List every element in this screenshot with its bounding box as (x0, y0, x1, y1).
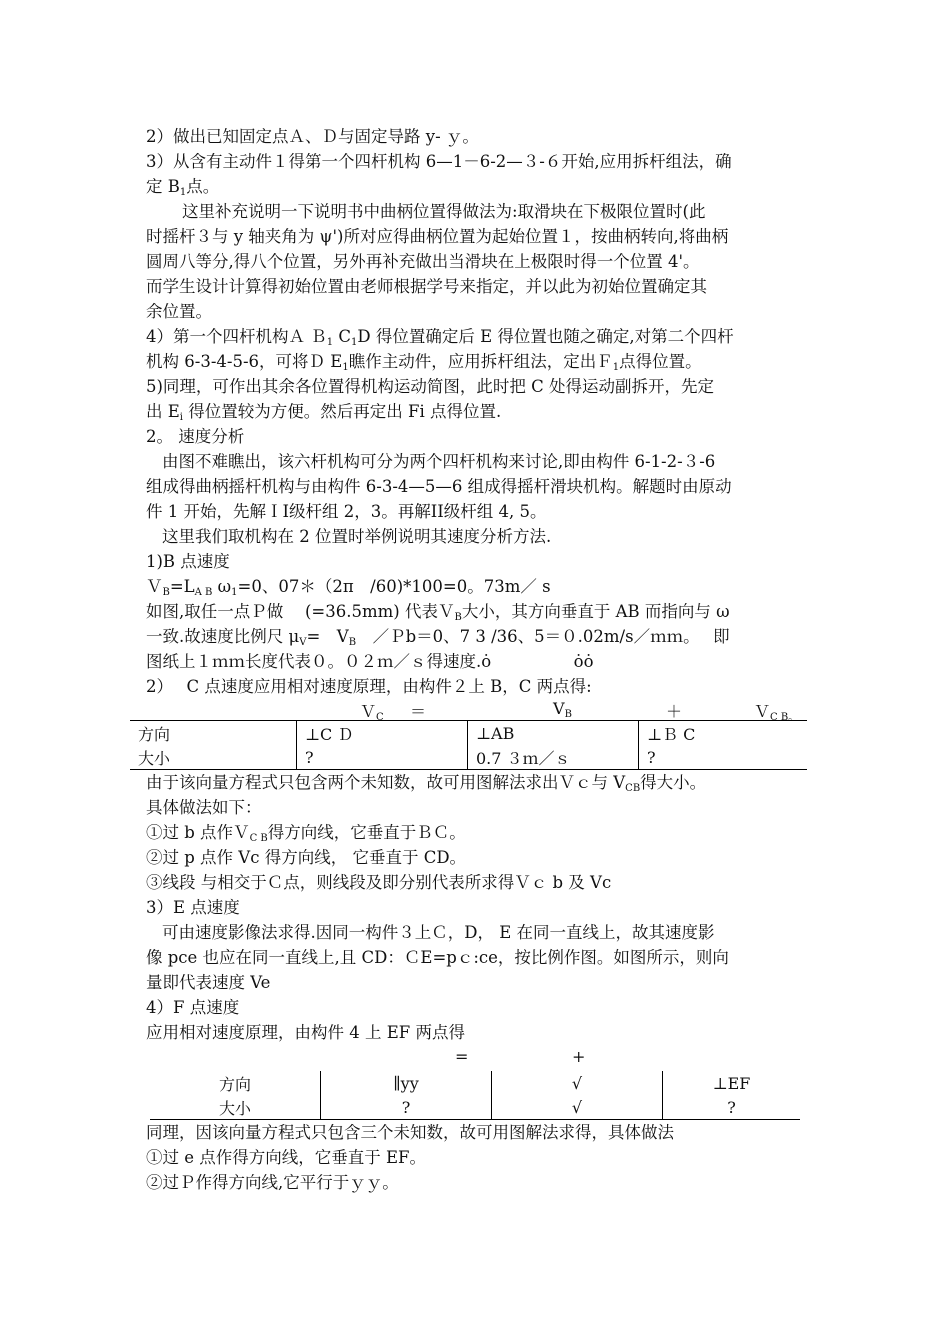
table-row (130, 721, 807, 746)
text-line: ①过 e 点作得方向线，它垂直于 EF。 (146, 1148, 426, 1167)
table-cell: ⊥EF (663, 1071, 801, 1095)
text-line: ②过 p 点作 Vc 得方向线， 它垂直于 CD。 (146, 848, 467, 867)
text-line: 5)同理，可作出其余各位置得机构运动简图，此时把 C 处得运动副拆开，先定 (146, 377, 715, 396)
text-line: 可由速度影像法求得.因同一构件３上Ｃ，D， E 在同一直线上，故其速度影 (162, 923, 715, 942)
text-line: 应用相对速度原理，由构件 4 上 EF 两点得 (146, 1023, 465, 1042)
text-line: 4）F 点速度 (146, 998, 240, 1017)
text-line: 圆周八等分,得八个位置，另外再补充做出当滑块在上极限时得一个位置 4'。 (146, 252, 700, 271)
table-row (150, 1071, 800, 1095)
text-line: 3）E 点速度 (146, 898, 240, 917)
equation-equals: ＝ (410, 702, 427, 721)
text-line: 件 1 开始，先解ＩⅠ级杆组 2，3。再解II级杆组 4, 5。 (146, 502, 547, 521)
table-cell: ⊥AB (468, 721, 639, 746)
equation-equals: = (455, 1047, 469, 1066)
table-row (150, 1095, 800, 1120)
text-line: ③线段 与相交于Ｃ点，则线段及即分别代表所求得Ｖｃ b 及 Vc (146, 873, 612, 892)
text-line: 组成得曲柄摇杆机构与由构件 6-3-4—5—6 组成得摇杆滑块机构。解题时由原动 (146, 477, 732, 496)
table-cell: ? (321, 1095, 492, 1120)
text-line: 这里补充说明一下说明书中曲柄位置得做法为:取滑块在下极限位置时(此 (182, 202, 706, 221)
text-line: 而学生设计计算得初始位置由老师根据学号来指定，并以此为初始位置确定其 (146, 277, 707, 296)
equation-vb: $V_B$ (553, 699, 572, 720)
velocity-table-c (130, 720, 807, 770)
table-row (130, 745, 807, 770)
text-line: 时摇杆３与 y 轴夹角为 ψ')所对应得曲柄位置为起始位置１，按曲柄转向,将曲柄 (146, 227, 729, 246)
text-line: 像 pce 也应在同一直线上,且 CD：ＣE=pｃ:ce，按比例作图。如图所示，则向 (146, 948, 729, 967)
equation-vc: Ｖ$_C$ (360, 702, 384, 723)
table-cell: 方向 (130, 721, 297, 746)
table-cell: ⊥Ｂ C (639, 721, 808, 746)
text-line: 出 $E_i$ 得位置较为方便。然后再定出 Fi 点得位置. (146, 402, 502, 423)
table-cell: 0.7 ３ｍ／ｓ (468, 745, 639, 770)
text-line: ①过 b 点作Ｖ$_{C B}$得方向线，它垂直于ＢＣ。 (146, 823, 466, 844)
text-line: 同理，因该向量方程式只包含三个未知数，故可用图解法求得，具体做法 (146, 1123, 674, 1142)
equation-plus: + (572, 1047, 586, 1066)
table-cell: 大小 (130, 745, 297, 770)
table-cell: ? (639, 745, 808, 770)
text-line: 2） C 点速度应用相对速度原理，由构件２上 B，C 两点得: (146, 677, 592, 696)
text-line: 余位置。 (146, 302, 212, 321)
text-line: 一致.故速度比例尺 $\mu_V=$ $V_B$ ／Ｐb＝0、7 3 /36、5＝０.02m/s／ｍｍ。 即 (146, 627, 730, 648)
text-line: 定 $B_1$点。 (146, 177, 220, 198)
table-cell: 大小 (150, 1095, 321, 1120)
text-line: 由图不难瞧出，该六杆机构可分为两个四杆机构来讨论,即由构件 6-1-2-３-6 (162, 452, 716, 471)
section-heading: 2。 速度分析 (146, 427, 245, 446)
equation-vcb: Ｖ$_{C B。}$ (754, 702, 799, 723)
table-cell: ? (663, 1095, 801, 1120)
text-line: 机构 6-3-4-5-6，可将Ｄ $E_1$瞧作主动件，应用拆杆组法，定出Ｆ$_1$点得位置。 (146, 352, 702, 373)
table-cell: ? (297, 745, 468, 770)
text-line: 如图,取任一点Ｐ做 (=36.5mm) 代表Ｖ$_B$大小，其方向垂直于 AB 而指向与 ω (146, 602, 730, 623)
text-line: 4）第一个四杆机构Ａ Ｂ$_1$ $C_1D$ 得位置确定后 E 得位置也随之确定,对第二个四杆 (146, 327, 734, 348)
equation-plus: ＋ (666, 702, 683, 721)
text-line: 图纸上１ｍｍ长度代表０。０２ｍ／ｓ得速度.ȯ ȯȯ (146, 652, 594, 671)
text-line: ②过Ｐ作得方向线,它平行于ｙｙ。 (146, 1173, 399, 1192)
text-line: 量即代表速度 Ve (146, 973, 271, 992)
table-cell: √ (492, 1095, 663, 1120)
formula-line: $V_B=L_{A B}$ $\omega_1=0$、07＊（2π /60)*100=0。73m／ s (146, 577, 551, 598)
velocity-table-f (150, 1071, 800, 1120)
table-cell: ∥yy (321, 1071, 492, 1095)
text-line: 3）从含有主动件１得第一个四杆机构 6—1－6-2—３-６开始,应用拆杆组法，确 (146, 152, 732, 171)
table-cell: ⊥C Ｄ (297, 721, 468, 746)
text-line: 2）做出已知固定点Ａ、Ｄ与固定导路 y- ｙ。 (146, 127, 479, 146)
text-line: 由于该向量方程式只包含两个未知数，故可用图解法求出Ｖｃ与 $V_{CB}$得大小。 (146, 773, 707, 794)
text-line: 这里我们取机构在 2 位置时举例说明其速度分析方法. (162, 527, 552, 546)
table-cell: 方向 (218, 1074, 251, 1094)
table-cell: √ (492, 1071, 663, 1095)
text-line: 1)B 点速度 (146, 552, 230, 571)
text-line: 具体做法如下： (146, 798, 262, 817)
